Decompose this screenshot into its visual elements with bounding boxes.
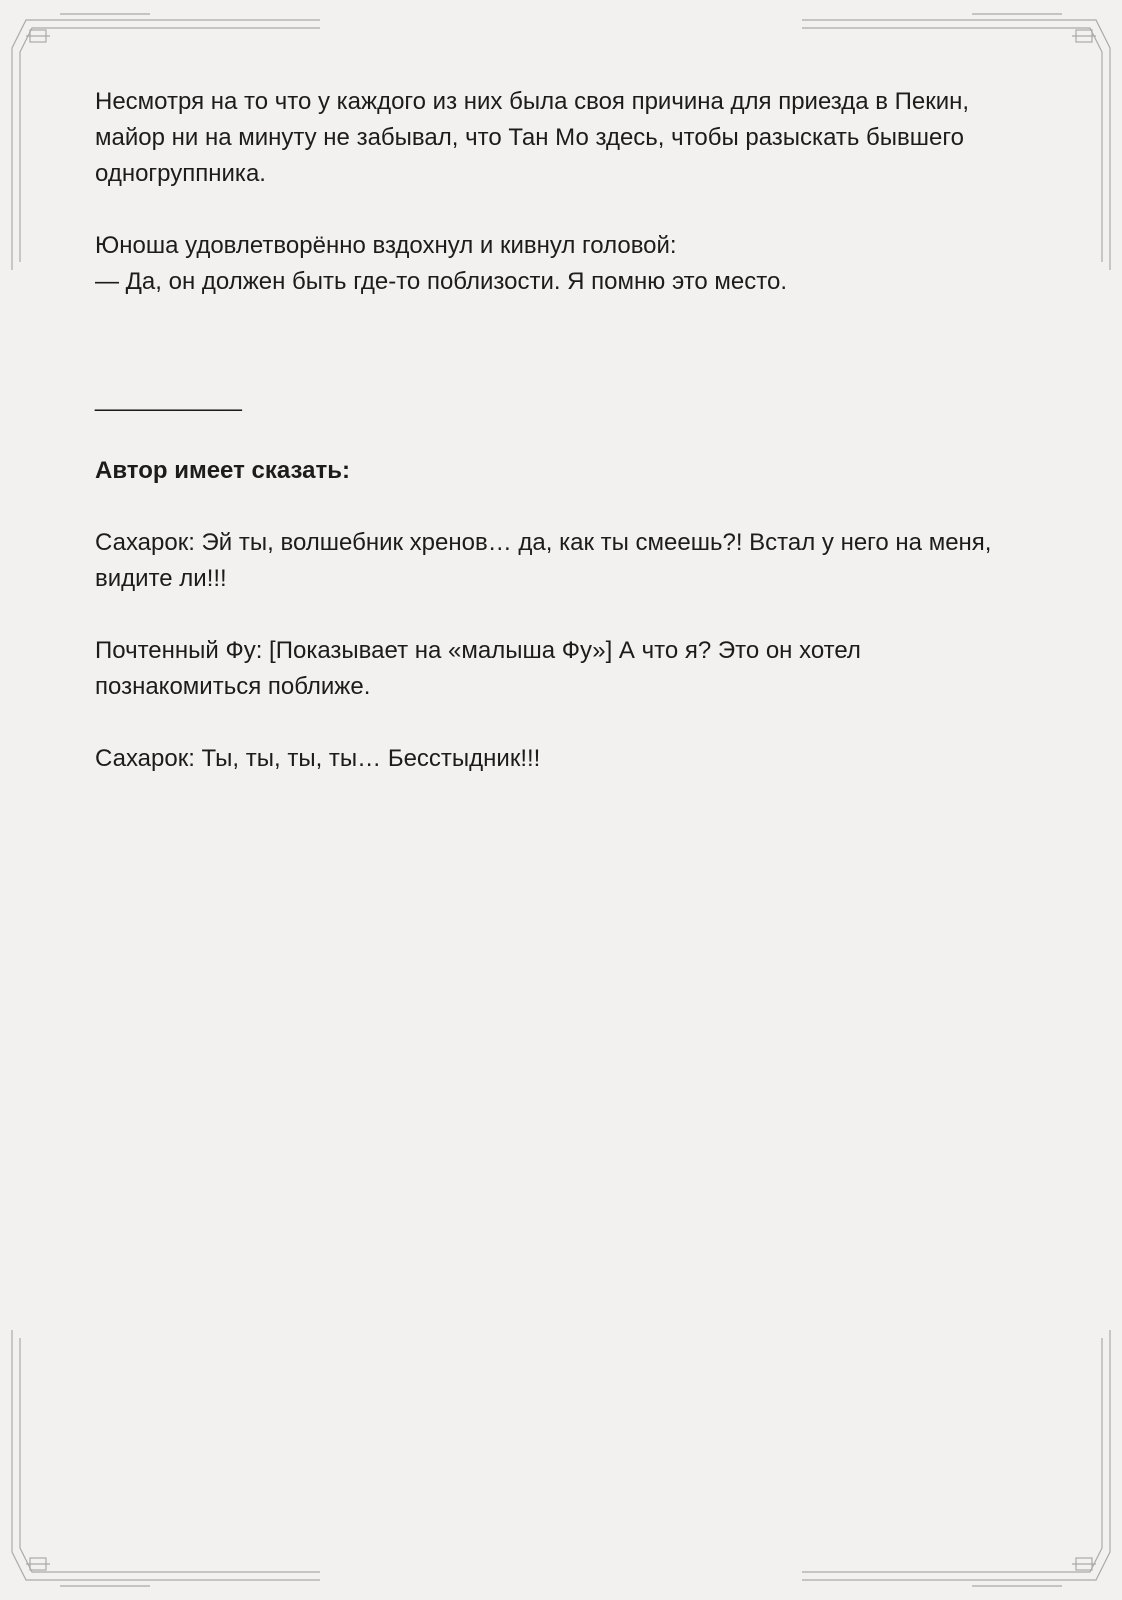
- author-note-line-3: Сахарок: Ты, ты, ты, ты… Бесстыдник!!!: [95, 745, 541, 772]
- page-content: [95, 84, 1025, 813]
- author-note-line-2: Почтенный Фу: [Показывает на «малыша Фу»] А что я? Это он хотел познакомиться поближе.: [95, 637, 861, 700]
- paragraph-1: Несмотря на то что у каждого из них была своя причина для приезда в Пекин, майор ни на минуту не забывал, что Тан Мо здесь, чтобы разыскать бывшего одногруппника.: [95, 88, 970, 187]
- author-note-heading: Автор имеет сказать:: [95, 457, 350, 484]
- author-note-line-1: Сахарок: Эй ты, волшебник хренов… да, как ты смеешь?! Встал у него на меня, видите ли!!!: [95, 529, 992, 592]
- paragraph-2: Юноша удовлетворённо вздохнул и кивнул головой:: [95, 232, 677, 259]
- section-separator: ___________: [95, 385, 242, 412]
- frame-corner-bottom-left: [12, 1330, 320, 1586]
- frame-corner-bottom-right: [802, 1330, 1110, 1586]
- paragraph-3: — Да, он должен быть где-то поблизости. Я помню это место.: [95, 268, 787, 295]
